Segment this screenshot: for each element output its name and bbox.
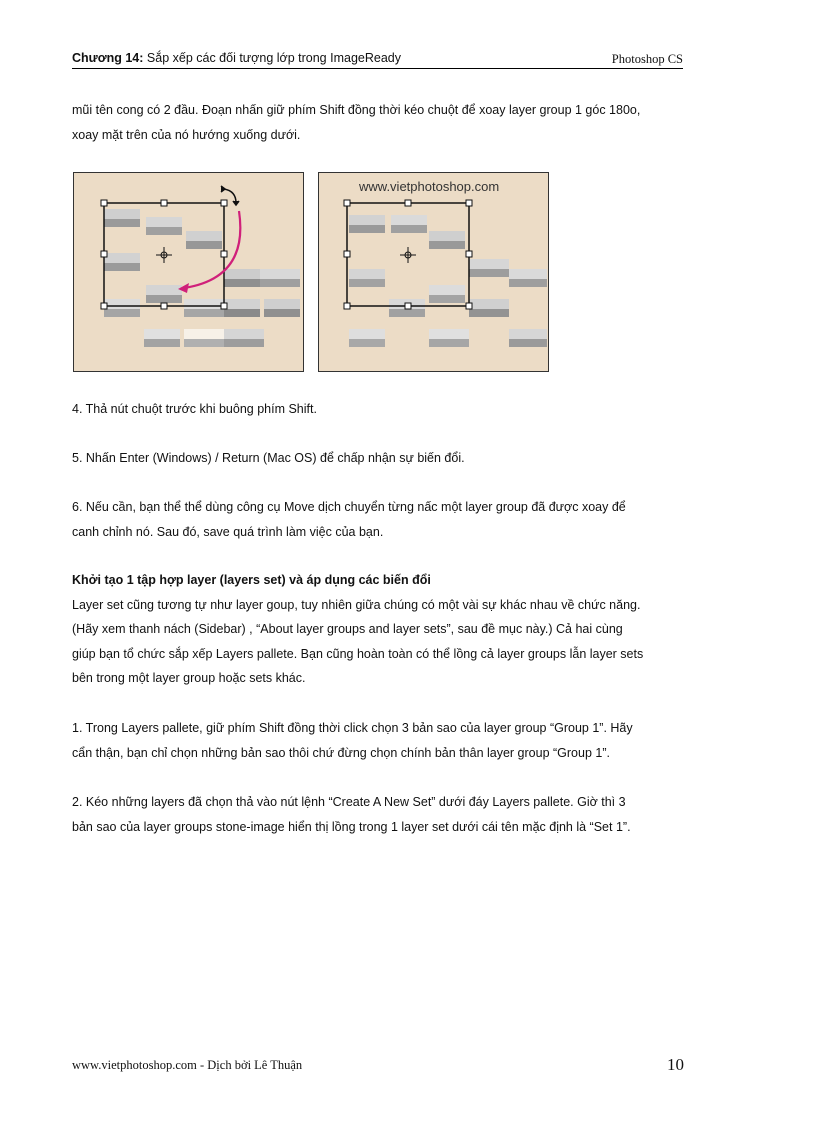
intro-paragraph — [72, 98, 692, 147]
figure-rotated-canvas — [319, 173, 548, 371]
intro-line-2: xoay mặt trên của nó hướng xuống dưới. — [72, 127, 301, 142]
step-1-line-1: 1. Trong Layers pallete, giữ phím Shift đồng thời click chọn 3 bản sao của layer group “Group 1”. Hãy — [72, 721, 633, 735]
section-line-4: bên trong một layer group hoặc sets khác. — [72, 671, 306, 685]
chapter-label: Chương 14: — [72, 51, 144, 65]
section-line-1: Layer set cũng tương tự như layer goup, tuy nhiên giữa chúng có một vài sự khác nhau về chức năng. — [72, 597, 641, 612]
step-5: 5. Nhấn Enter (Windows) / Return (Mac OS) để chấp nhận sự biến đổi. — [72, 451, 465, 465]
step-2-line-1: 2. Kéo những layers đã chọn thả vào nút lệnh “Create A New Set” dưới đáy Layers pallete. Giờ thì 3 — [72, 795, 626, 809]
page-number: 10 — [667, 1055, 684, 1074]
stone-tiles — [349, 215, 547, 347]
page-header — [72, 51, 683, 69]
chapter-title — [72, 51, 401, 65]
step-2-line-2: bản sao của layer groups stone-image hiển thị lồng trong 1 layer set dưới cái tên mặc định là “Set 1”. — [72, 819, 631, 834]
step-4: 4. Thả nút chuột trước khi buông phím Shift. — [72, 402, 317, 416]
section-line-2: (Hãy xem thanh nách (Sidebar) , “About layer groups and layer sets”, sau đề mục này.) Cả hai cùng — [72, 622, 623, 636]
product-name: Photoshop CS — [611, 52, 683, 66]
section-line-3: giúp bạn tổ chức sắp xếp Layers pallete. Bạn cũng hoàn toàn có thể lồng cả layer groups lẫn layer sets — [72, 646, 644, 661]
section-heading: Khởi tạo 1 tập hợp layer (layers set) và áp dụng các biến đổi — [72, 573, 431, 587]
figure-rotating-group — [73, 172, 304, 372]
step-6-line-1: 6. Nếu cần, bạn thể thể dùng công cụ Move dịch chuyển từng nấc một layer group đã được xoay để — [72, 500, 626, 514]
chapter-title-text: Sắp xếp các đối tượng lớp trong ImageReady — [146, 51, 401, 65]
intro-line-1: mũi tên cong có 2 đầu. Đoạn nhấn giữ phím Shift đồng thời kéo chuột để xoay layer group 1 góc 180o, — [72, 103, 641, 117]
reference-point-icon — [400, 247, 416, 263]
footer-credit: www.vietphotoshop.com - Dịch bởi Lê Thuận — [72, 1058, 303, 1072]
figure-rotating-canvas — [74, 173, 303, 371]
section-paragraph — [72, 568, 692, 691]
step-1 — [72, 716, 692, 765]
step-1-line-2: cẩn thận, bạn chỉ chọn những bản sao thôi chứ đừng chọn chính bản thân layer group “Group 1”. — [72, 745, 610, 760]
step-6 — [72, 495, 692, 544]
step-2 — [72, 790, 692, 839]
figure-rotated-result — [318, 172, 549, 372]
reference-point-icon — [156, 247, 172, 263]
step-6-line-2: canh chỉnh nó. Sau đó, save quá trình làm việc của bạn. — [72, 524, 384, 539]
watermark-text: www.vietphotoshop.com — [359, 179, 500, 194]
stone-tiles — [104, 209, 300, 347]
